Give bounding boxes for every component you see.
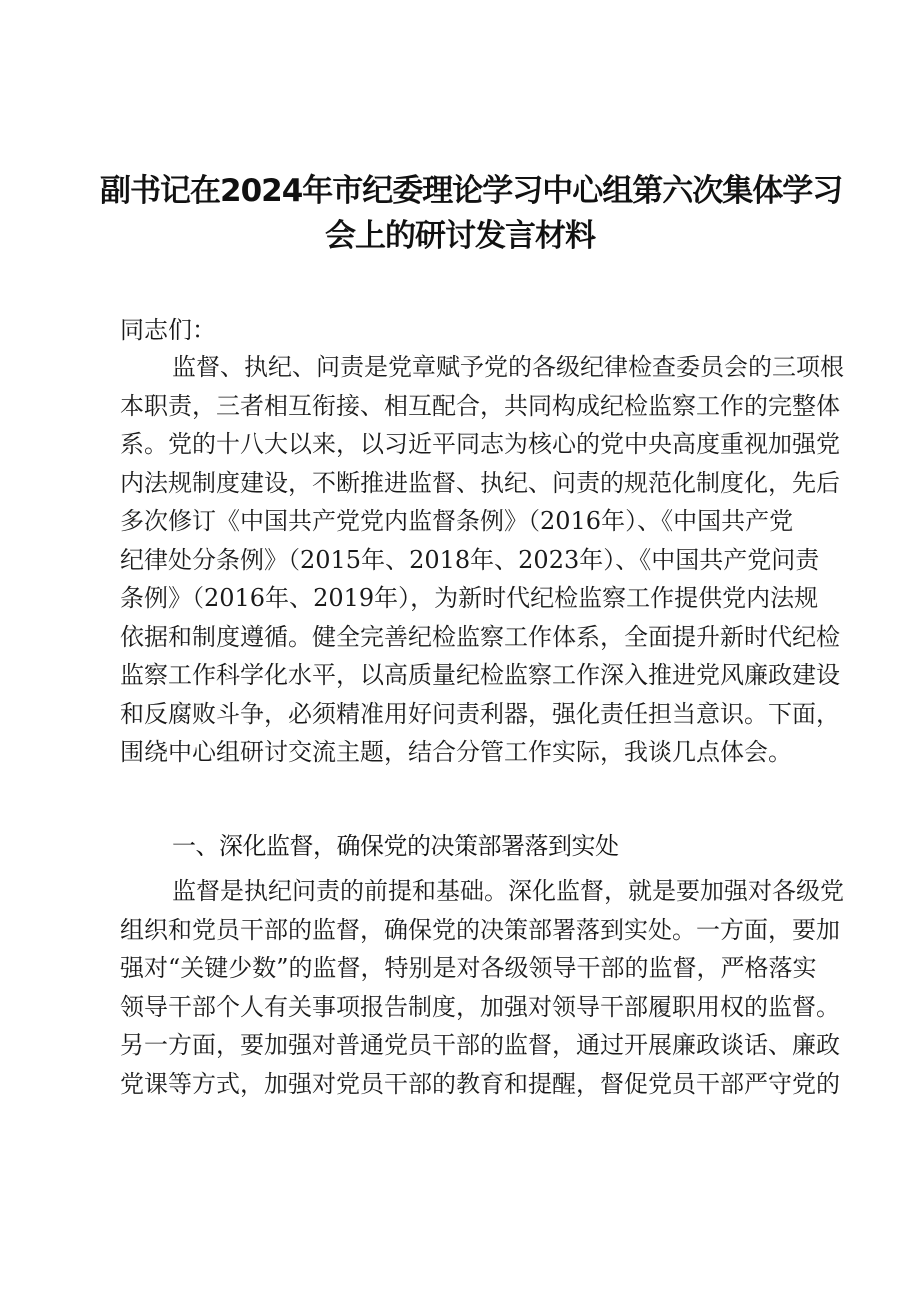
paragraph-line: 组织和党员干部的监督，确保党的决策部署落到实处。一方面，要加 xyxy=(120,915,840,944)
paragraph-line: 强对“关键少数”的监督，特别是对各级领导干部的监督，严格落实 xyxy=(120,954,817,982)
paragraph-line: 纪律处分条例》（2015年、2018年、2023年）、《中国共产党问责 xyxy=(120,545,820,574)
paragraph-line: 围绕中心组研讨交流主题，结合分管工作实际，我谈几点体会。 xyxy=(120,738,792,766)
document-title-line-2: 会上的研讨发言材料 xyxy=(325,218,595,254)
paragraph-line: 监督是执纪问责的前提和基础。深化监督，就是要加强对各级党 xyxy=(172,877,844,905)
paragraph-line: 党课等方式，加强对党员干部的教育和提醒，督促党员干部严守党的 xyxy=(120,1069,840,1098)
paragraph-line: 条例》（2016年、2019年），为新时代纪检监察工作提供党内法规 xyxy=(120,584,819,612)
paragraph-line: 和反腐败斗争，必须精准用好问责利器，强化责任担当意识。下面， xyxy=(120,699,840,728)
paragraph-line: 领导干部个人有关事项报告制度，加强对领导干部履职用权的监督。 xyxy=(120,992,840,1021)
paragraph-1 xyxy=(120,348,844,772)
paragraph-2 xyxy=(120,872,844,1103)
paragraph-line: 监察工作科学化水平，以高质量纪检监察工作深入推进党风廉政建设 xyxy=(120,661,840,689)
salutation: 同志们： xyxy=(120,316,216,344)
paragraph-line: 依据和制度遵循。健全完善纪检监察工作体系，全面提升新时代纪检 xyxy=(120,622,840,651)
paragraph-line: 另一方面，要加强对普通党员干部的监督，通过开展廉政谈话、廉政 xyxy=(120,1031,840,1059)
paragraph-line: 监督、执纪、问责是党章赋予党的各级纪律检查委员会的三项根 xyxy=(172,353,844,381)
paragraph-line: 内法规制度建设，不断推进监督、执纪、问责的规范化制度化，先后 xyxy=(120,468,840,497)
paragraph-line: 本职责，三者相互衔接、相互配合，共同构成纪检监察工作的完整体 xyxy=(120,391,840,420)
paragraph-line: 多次修订《中国共产党党内监督条例》（2016年）、《中国共产党 xyxy=(120,507,794,535)
paragraph-line: 系。党的十八大以来，以习近平同志为核心的党中央高度重视加强党 xyxy=(120,430,840,458)
document-title-line-1: 副书记在2024年市纪委理论学习中心组第六次集体学习 xyxy=(100,173,843,209)
section-1-heading: 一、深化监督，确保党的决策部署落到实处 xyxy=(172,832,619,860)
